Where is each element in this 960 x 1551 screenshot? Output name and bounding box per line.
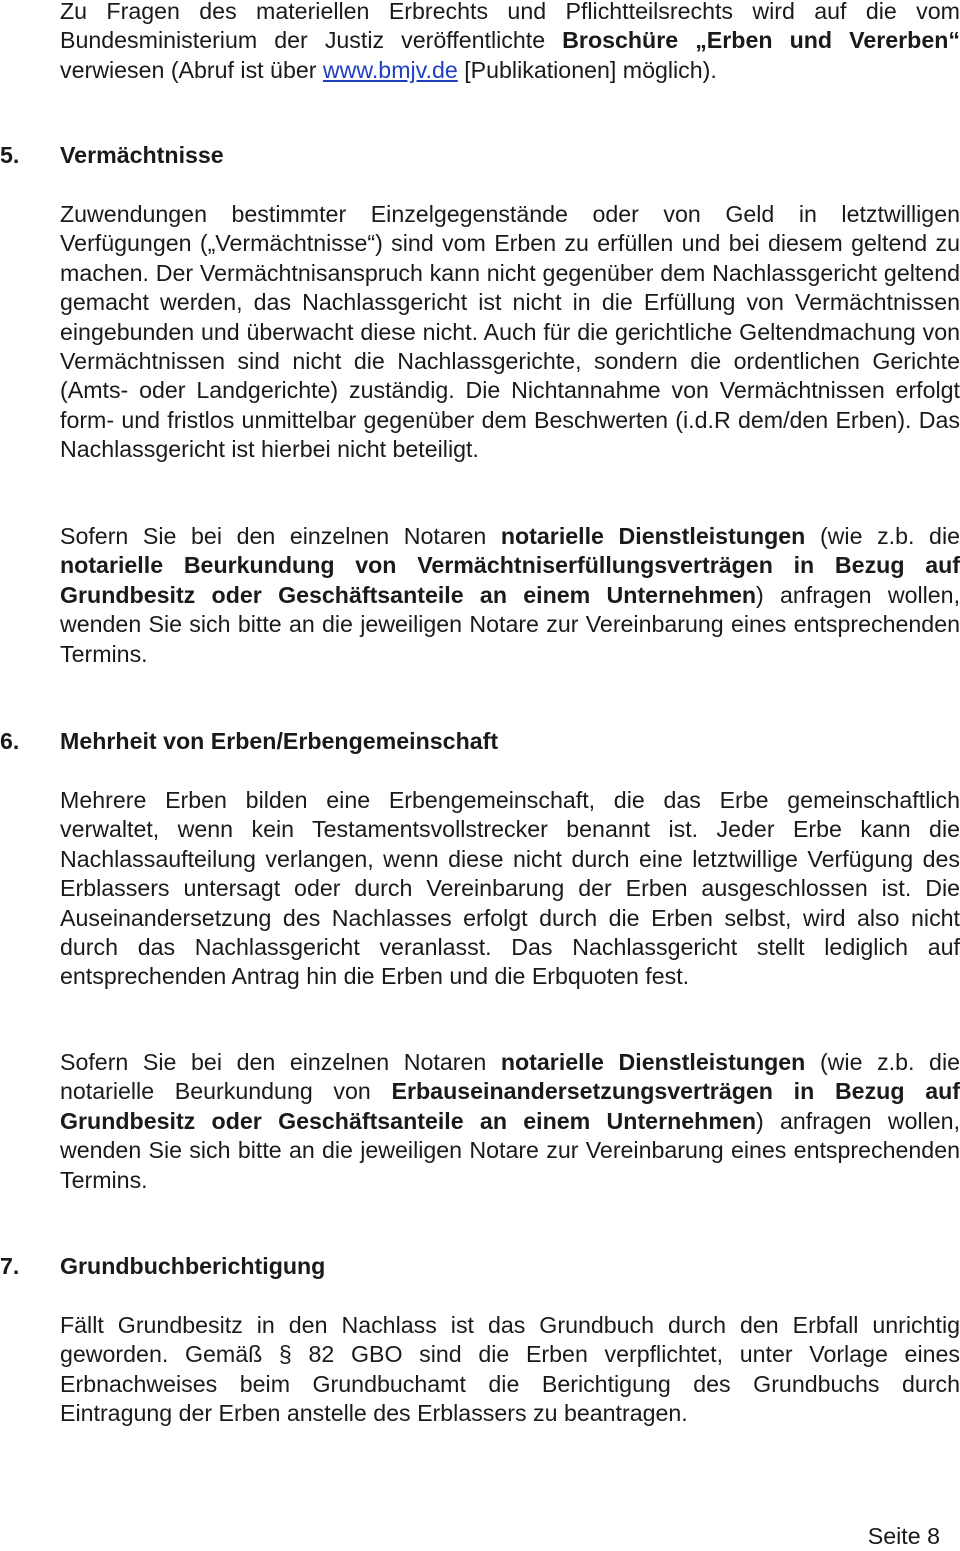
section-5-paragraph-1: Zuwendungen bestimmter Einzelgegenstände oder von Geld in letztwilligen Verfügungen („Vermächtnisse“) sind vom Erben zu erfüllen und bei diesem geltend zu machen. Der Vermächtnisanspruch kann nicht gegenüber dem Nachlassgericht geltend gemacht werden, das Nachlassgericht ist nicht in die Erfüllung von Vermächtnissen eingebunden und überwacht diese nicht. Auch für die gerichtliche Geltendmachung von Vermächtnissen sind nicht die Nachlassgerichte, sondern die ordentlichen Gerichte (Amts- oder Landgerichte) zuständig. Die Nichtannahme von Vermächtnissen erfolgt form- und fristlos unmittelbar gegenüber dem Beschwerten (i.d.R dem/den Erben). Das Nachlassgericht ist hierbei nicht beteiligt. — [60, 201, 960, 463]
s6-p2-text-1: Sofern Sie bei den einzelnen Notaren — [60, 1049, 501, 1075]
section-5-title: Vermächtnisse — [60, 142, 224, 168]
s5-p2-bold-1: notarielle Dienstleistungen — [500, 523, 806, 549]
intro-text-2: verwiesen (Abruf ist über — [60, 56, 323, 83]
bmjv-link[interactable]: www.bmjv.de — [322, 56, 458, 83]
s6-p2-text-3: ) anfragen wollen, wenden Sie sich bitte an die jeweiligen Notare zur Vereinbarung eines entsprechenden Termins. — [60, 1107, 960, 1193]
section-5-paragraph-1-block — [60, 200, 960, 465]
section-5-paragraph-2 — [60, 522, 960, 669]
intro-brochure-title: Broschüre „Erben und Vererben“ — [562, 27, 960, 54]
intro-paragraph — [60, 0, 960, 85]
section-6-paragraph-2 — [60, 1048, 960, 1195]
s6-p2-bold-1: notarielle Dienstleistungen — [500, 1049, 806, 1075]
s5-p2-text-3: ) anfragen wollen, wenden Sie sich bitte an die jeweiligen Notare zur Vereinbarung eines entsprechenden Termins. — [60, 581, 960, 667]
s5-p2-text-2: (wie z.b. die — [805, 523, 960, 549]
section-6-heading — [0, 727, 960, 757]
section-5-paragraph-2-block — [60, 522, 960, 669]
section-6-paragraph-1: Mehrere Erben bilden eine Erbengemeinschaft, die das Erbe gemeinschaftlich verwaltet, wenn kein Testamentsvollstrecker benannt ist. Jeder Erbe kann die Nachlassaufteilung verlangen, wenn diese nicht durch eine letztwillige Verfügung des Erblassers untersagt oder durch Vereinbarung der Erben ausgeschlossen ist. Die Auseinandersetzung des Nachlasses erfolgt durch die Erben selbst, wird also nicht durch das Nachlassgericht veranlasst. Das Nachlassgericht stellt lediglich auf entsprechenden Antrag hin die Erben und die Erbquoten fest. — [60, 787, 960, 990]
s6-p2-text-2: (wie z.b. die notarielle Beurkundung von — [60, 1049, 960, 1105]
intro-text-1: Zu Fragen des materiellen Erbrechts und Pflichtteilsrechts wird auf die vom Bundesministerium der Justiz veröffentlichte — [60, 0, 960, 54]
section-6-paragraph-1-block — [60, 786, 960, 992]
section-7-number: 7. — [0, 1253, 20, 1279]
s5-p2-bold-2: notarielle Beurkundung von Vermächtniserfüllungsverträgen in Bezug auf Grundbesitz oder Geschäftsanteile an einem Unternehmen — [60, 552, 960, 608]
section-5-heading — [0, 141, 960, 171]
page-number: Seite 8 — [867, 1523, 940, 1549]
intro-text-3: [Publikationen] möglich). — [457, 56, 717, 83]
section-6-number: 6. — [0, 728, 20, 754]
s5-p2-text-1: Sofern Sie bei den einzelnen Notaren — [60, 523, 501, 549]
section-7-title: Grundbuchberichtigung — [60, 1253, 326, 1279]
section-7-paragraph-1: Fällt Grundbesitz in den Nachlass ist das Grundbuch durch den Erbfall unrichtig geworden. Gemäß § 82 GBO sind die Erben verpflichtet, unter Vorlage eines Erbnachweises beim Grundbuchamt die Berichtigung des Grundbuchs durch Eintragung der Erben anstelle des Erblassers zu beantragen. — [60, 1312, 960, 1427]
section-6-paragraph-2-block — [60, 1048, 960, 1195]
section-5-number: 5. — [0, 142, 20, 168]
s6-p2-bold-2: Erbauseinandersetzungsverträgen in Bezug auf Grundbesitz oder Geschäftsanteile an einem Unternehmen — [60, 1078, 960, 1134]
section-7-paragraph-1-block — [60, 1311, 960, 1429]
intro-paragraph-block — [60, 0, 960, 85]
section-7-heading — [0, 1252, 960, 1282]
section-6-title: Mehrheit von Erben/Erbengemeinschaft — [60, 728, 499, 754]
